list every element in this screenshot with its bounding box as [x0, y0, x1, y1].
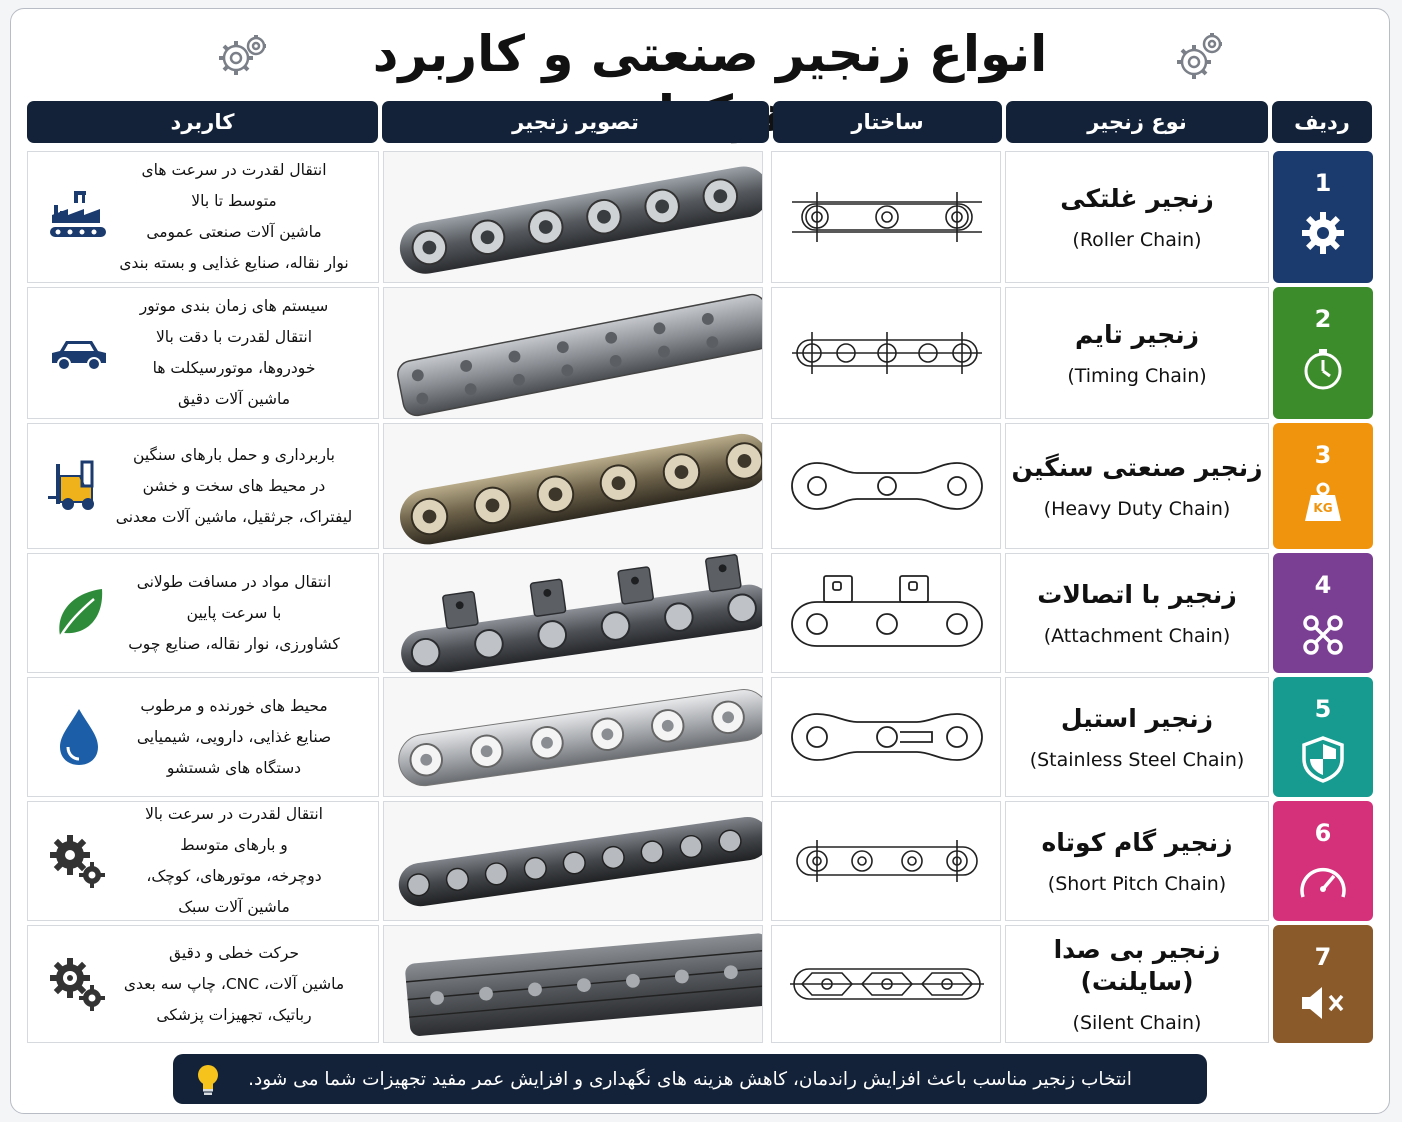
- usage-line: ماشین آلات دقیق: [178, 390, 290, 408]
- usage-cell: [27, 553, 379, 673]
- attachment-chain-image: [384, 554, 763, 672]
- usage-line: باربرداری و حمل بارهای سنگین: [133, 445, 335, 464]
- gear-decoration-icon: [212, 28, 272, 88]
- structure-cell: [771, 423, 1001, 549]
- chain-image-cell: [383, 925, 763, 1043]
- silent-chain-structure-drawing: [782, 939, 992, 1029]
- gears-icon: [46, 954, 112, 1014]
- table-row: [27, 553, 1373, 673]
- row-number: 2: [1314, 305, 1332, 333]
- footer-banner: [173, 1054, 1207, 1104]
- chain-name-en: (Silent Chain): [1072, 1012, 1202, 1034]
- table-row: [27, 801, 1373, 921]
- factory-conveyor-icon: [46, 187, 112, 247]
- usage-line: ماشین آلات سبک: [178, 898, 290, 916]
- table-row: [27, 925, 1373, 1043]
- gear-icon: [1299, 209, 1347, 257]
- footer-text: انتخاب زنجیر مناسب باعث افزایش راندمان، کاهش هزینه های نگهداری و افزایش عمر مفید تجهیزات شما می شود.: [248, 1068, 1132, 1090]
- chain-image-cell: [383, 553, 763, 673]
- timing-chain-structure-drawing: [782, 308, 992, 398]
- forklift-icon: [46, 456, 112, 516]
- usage-cell: [27, 423, 379, 549]
- chain-name-en: (Heavy Duty Chain): [1043, 498, 1231, 520]
- structure-cell: [771, 801, 1001, 921]
- stainless-steel-chain-image: [384, 678, 763, 796]
- usage-line: حرکت خطی و دقیق: [168, 943, 300, 962]
- chain-name-en: (Attachment Chain): [1043, 625, 1231, 647]
- chain-name-fa: زنجیر تایم: [1074, 320, 1200, 349]
- gear-decoration-icon: [1170, 28, 1230, 88]
- chain-name-fa: زنجیر غلتکی: [1060, 184, 1214, 213]
- row-number: 1: [1314, 169, 1332, 197]
- usage-line: سیستم های زمان بندی موتور: [139, 297, 329, 315]
- chain-image-cell: [383, 287, 763, 419]
- table-row: [27, 423, 1373, 549]
- leaf-icon: [46, 583, 112, 643]
- usage-line: کشاورزی، نوار نقاله، صنایع چوب: [128, 634, 340, 653]
- usage-line: انتقال لقدرت در سرعت بالا: [145, 805, 323, 823]
- speedometer-icon: [1296, 859, 1350, 903]
- row-number-cell: [1273, 677, 1373, 797]
- usage-line: انتقال لقدرت در سرعت های: [141, 161, 327, 179]
- heavy-duty-chain-image: [384, 424, 763, 548]
- usage-line: خودروها، موتورسیکلت ها: [152, 359, 316, 377]
- header-structure: ساختار: [773, 101, 1002, 143]
- table-row: [27, 677, 1373, 797]
- chain-type-cell: [1005, 801, 1269, 921]
- short-pitch-chain-structure-drawing: [782, 816, 992, 906]
- timing-chain-image: [384, 288, 763, 418]
- chain-image-cell: [383, 677, 763, 797]
- lightbulb-icon: [193, 1062, 223, 1096]
- water-drop-icon: [46, 707, 112, 767]
- chain-name-fa: زنجیر با اتصالات: [1037, 580, 1237, 609]
- row-number: 5: [1314, 695, 1332, 723]
- chain-name-en: (Stainless Steel Chain): [1029, 749, 1245, 771]
- usage-cell: [27, 801, 379, 921]
- chain-name-en: (Roller Chain): [1072, 229, 1202, 251]
- chain-name-fa: زنجیر صنعتی سنگین: [1011, 453, 1263, 482]
- row-number-cell: [1273, 553, 1373, 673]
- usage-line: انتقال مواد در مسافت طولانی: [136, 572, 332, 591]
- usage-cell: [27, 677, 379, 797]
- chain-image-cell: [383, 151, 763, 283]
- usage-line: محیط های خورنده و مرطوب: [140, 696, 328, 715]
- stainless-steel-chain-structure-drawing: [782, 692, 992, 782]
- table-row: [27, 151, 1373, 283]
- header-row-number: ردیف: [1272, 101, 1372, 143]
- chain-name-en: (Short Pitch Chain): [1047, 873, 1227, 895]
- usage-cell: [27, 925, 379, 1043]
- weight-label: KG: [1313, 501, 1333, 515]
- row-number-cell: [1273, 801, 1373, 921]
- gears-icon: [46, 831, 112, 891]
- usage-line: دستگاه های شستشو: [166, 758, 302, 777]
- car-icon: [46, 323, 112, 383]
- usage-line: دوچرخه، موتورهای، کوچک،: [146, 867, 322, 885]
- usage-line: صنایع غذایی، دارویی، شیمیایی: [136, 727, 332, 746]
- usage-line: ماشین آلات صنعتی عمومی: [146, 223, 322, 241]
- chain-image-cell: [383, 423, 763, 549]
- mute-speaker-icon: [1298, 983, 1348, 1023]
- structure-cell: [771, 677, 1001, 797]
- row-number: 6: [1314, 819, 1332, 847]
- usage-line: با سرعت پایین: [186, 603, 282, 622]
- kg-weight-icon: [1301, 481, 1345, 525]
- chain-type-cell: [1005, 287, 1269, 419]
- usage-line: متوسط تا بالا: [191, 192, 277, 210]
- structure-cell: [771, 925, 1001, 1043]
- chain-type-cell: [1005, 925, 1269, 1043]
- shield-icon: [1300, 735, 1346, 783]
- structure-cell: [771, 553, 1001, 673]
- row-number-cell: [1273, 151, 1373, 283]
- page-title: انواع زنجیر صنعتی و کاربرد: [372, 25, 1048, 83]
- header-usage: کاربرد: [27, 101, 378, 143]
- chain-name-fa: زنجیر بی صدا (سایلنت): [1053, 935, 1221, 996]
- chain-name-en: (Timing Chain): [1067, 365, 1207, 387]
- chain-name-fa: زنجیر استیل: [1060, 704, 1214, 733]
- chain-type-cell: [1005, 553, 1269, 673]
- usage-line: ماشین آلات، CNC، چاپ سه بعدی: [123, 974, 345, 993]
- structure-cell: [771, 151, 1001, 283]
- usage-line: نوار نقاله، صنایع غذایی و بسته بندی: [119, 254, 349, 272]
- row-number-cell: [1273, 423, 1373, 549]
- header-chain-type: نوع زنجیر: [1006, 101, 1268, 143]
- structure-cell: [771, 287, 1001, 419]
- row-number-cell: [1273, 287, 1373, 419]
- attachment-chain-structure-drawing: [782, 568, 992, 658]
- usage-cell: [27, 287, 379, 419]
- row-number-cell: [1273, 925, 1373, 1043]
- row-number: 3: [1314, 441, 1332, 469]
- chain-name-fa: زنجیر گام کوتاه: [1041, 828, 1233, 857]
- chain-type-cell: [1005, 423, 1269, 549]
- usage-line: و بارهای متوسط: [180, 836, 288, 854]
- table-row: [27, 287, 1373, 419]
- clock-icon: [1299, 345, 1347, 393]
- header-chain-image: تصویر زنجیر: [382, 101, 769, 143]
- roller-chain-image: [384, 152, 763, 282]
- chain-link-icon: [1299, 611, 1347, 659]
- chain-type-cell: [1005, 151, 1269, 283]
- chain-type-cell: [1005, 677, 1269, 797]
- row-number: 7: [1314, 943, 1332, 971]
- silent-chain-image: [384, 926, 763, 1042]
- heavy-duty-chain-structure-drawing: [782, 441, 992, 531]
- roller-chain-structure-drawing: [782, 172, 992, 262]
- usage-line: در محیط های سخت و خشن: [142, 476, 326, 495]
- usage-line: رباتیک، تجهیزات پزشکی: [156, 1005, 312, 1024]
- chain-image-cell: [383, 801, 763, 921]
- short-pitch-chain-image: [384, 802, 763, 920]
- usage-line: انتقال لقدرت با دقت بالا: [155, 328, 313, 346]
- row-number: 4: [1314, 571, 1332, 599]
- usage-cell: [27, 151, 379, 283]
- usage-line: لیفتراک، جرثقیل، ماشین آلات معدنی: [115, 507, 353, 526]
